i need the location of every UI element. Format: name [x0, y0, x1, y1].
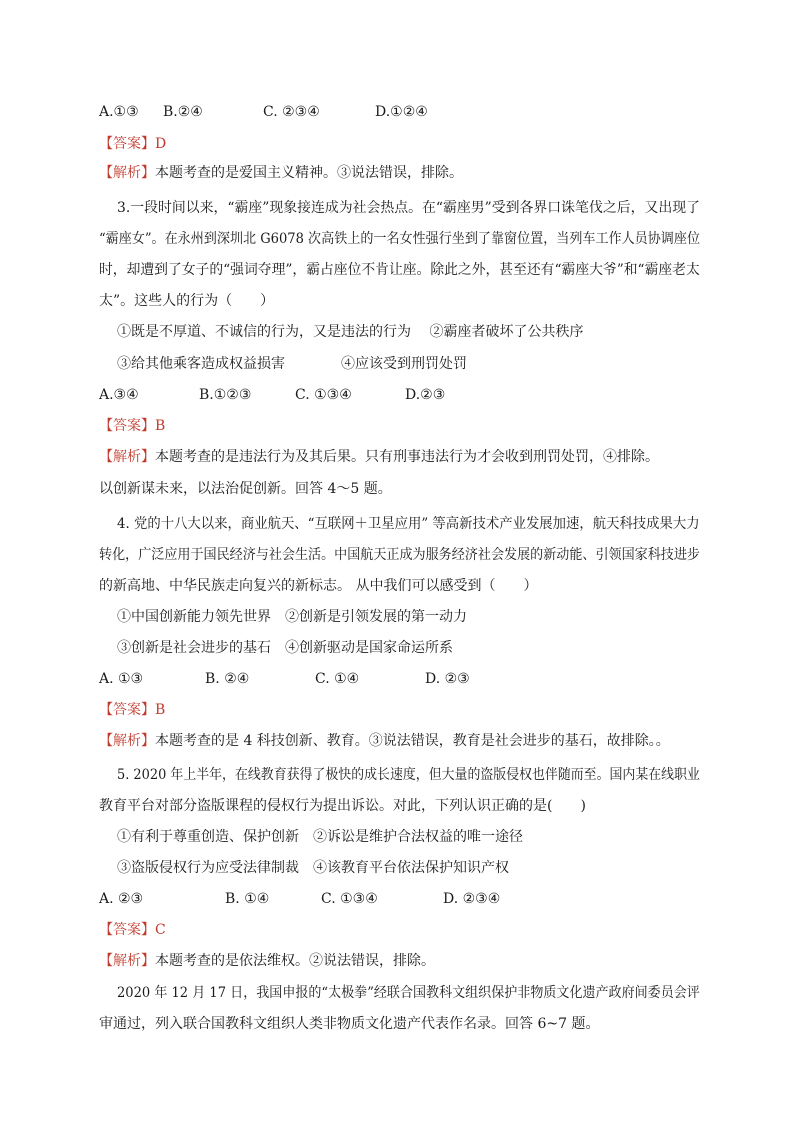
intro-6-7-line-2: 审通过，列入联合国教科文组织人类非物质文化遗产代表作名录。回答 6~7 题。 — [99, 1016, 600, 1032]
analysis-label: 【解析】 — [99, 733, 155, 749]
option-c: C. ①④ — [315, 671, 360, 687]
option-d: D.①②④ — [375, 104, 428, 120]
analysis-label: 【解析】 — [99, 165, 155, 181]
option-c: C. ①③④ — [321, 891, 378, 907]
question-4-statement-2: ③创新是社会进步的基石 ④创新驱动是国家命运所系 — [117, 640, 453, 656]
analysis-q5 — [99, 951, 435, 971]
question-5-line-2: 教育平台对部分盗版课程的侵权行为提出诉讼。对此，下列认识正确的是( ) — [99, 798, 586, 814]
answer-q3: 【答案】B — [99, 418, 166, 434]
option-b: B. ①④ — [225, 891, 270, 907]
question-4-line-1: 4. 党的十八大以来，商业航天、“互联网＋卫星应用” 等高新技术产业发展加速，航天科技成果大力 — [117, 516, 700, 532]
option-b: B. ②④ — [205, 671, 250, 687]
question-5-statement-1: ①有利于尊重创造、保护创新 ②诉讼是维护合法权益的唯一途径 — [117, 829, 523, 845]
option-d: D. ②③ — [425, 671, 470, 687]
option-a: A. ②③ — [99, 891, 144, 907]
question-3-line-4: 太”。这些人的行为（ ） — [99, 293, 275, 309]
option-a: A.①③ — [99, 104, 139, 120]
question-4-line-3: 的新高地、中华民族走向复兴的新标志。 从中我们可以感受到（ ） — [99, 578, 538, 594]
analysis-q2 — [99, 163, 463, 183]
analysis-text: 本题考查的是依法维权。②说法错误，排除。 — [155, 953, 435, 969]
option-c: C. ②③④ — [263, 104, 320, 120]
question-5-statement-2: ③盗版侵权行为应受法律制裁 ④该教育平台依法保护知识产权 — [117, 860, 509, 876]
analysis-q3 — [99, 447, 659, 467]
analysis-label: 【解析】 — [99, 449, 155, 465]
intro-4-5: 以创新谋未来，以法治促创新。回答 4～5 题。 — [99, 481, 392, 497]
options-row-q5 — [99, 889, 500, 909]
question-5-line-1: 5. 2020 年上半年，在线教育获得了极快的成长速度，但大量的盗版侵权也伴随而至。国内某在线职业 — [117, 767, 700, 783]
question-4-statement-1: ①中国创新能力领先世界 ②创新是引领发展的第一动力 — [117, 609, 467, 625]
analysis-q4 — [99, 731, 670, 751]
intro-6-7-line-1: 2020 年 12 月 17 日，我国申报的“太极拳”经联合国教科文组织保护非物质文化遗产政府间委员会评 — [117, 985, 700, 1001]
question-4-line-2: 转化，广泛应用于国民经济与社会生活。中国航天正成为服务经济社会发展的新动能、引领国家科技进步 — [99, 547, 700, 563]
answer-q5: 【答案】C — [99, 922, 166, 938]
option-a: A.③④ — [99, 387, 139, 403]
question-3-statement-2: ③给其他乘客造成权益损害 ④应该受到刑罚处罚 — [117, 356, 467, 372]
options-row-q2 — [99, 102, 428, 122]
analysis-text: 本题考查的是爱国主义精神。③说法错误，排除。 — [155, 165, 463, 181]
question-3-line-3: 时，却遭到了女子的“强词夺理”，霸占座位不肯让座。除此之外，甚至还有“霸座大爷”和“霸座老太 — [99, 262, 700, 278]
analysis-text: 本题考查的是违法行为及其后果。只有刑事违法行为才会收到刑罚处罚，④排除。 — [155, 449, 659, 465]
option-a: A. ①③ — [99, 671, 144, 687]
answer-q2: 【答案】D — [99, 136, 167, 152]
option-b: B.②④ — [163, 104, 203, 120]
option-d: D.②③ — [405, 387, 446, 403]
question-3-statement-1: ①既是不厚道、不诚信的行为，又是违法的行为 ②霸座者破坏了公共秩序 — [117, 324, 584, 340]
option-d: D. ②③④ — [443, 891, 501, 907]
options-row-q3 — [99, 385, 445, 405]
analysis-label: 【解析】 — [99, 953, 155, 969]
options-row-q4 — [99, 669, 470, 689]
question-3-line-1: 3.一段时间以来，“霸座”现象接连成为社会热点。在“霸座男”受到各界口诛笔伐之后，又出现了 — [117, 200, 700, 216]
option-c: C. ①③④ — [295, 387, 352, 403]
question-3-line-2: “霸座女”。在永州到深圳北 G6078 次高铁上的一名女性强行坐到了靠窗位置，当列车工作人员协调座位 — [99, 231, 701, 247]
answer-q4: 【答案】B — [99, 702, 166, 718]
analysis-text: 本题考查的是 4 科技创新、教育。③说法错误，教育是社会进步的基石，故排除。。 — [155, 733, 670, 749]
option-b: B.①②③ — [199, 387, 252, 403]
